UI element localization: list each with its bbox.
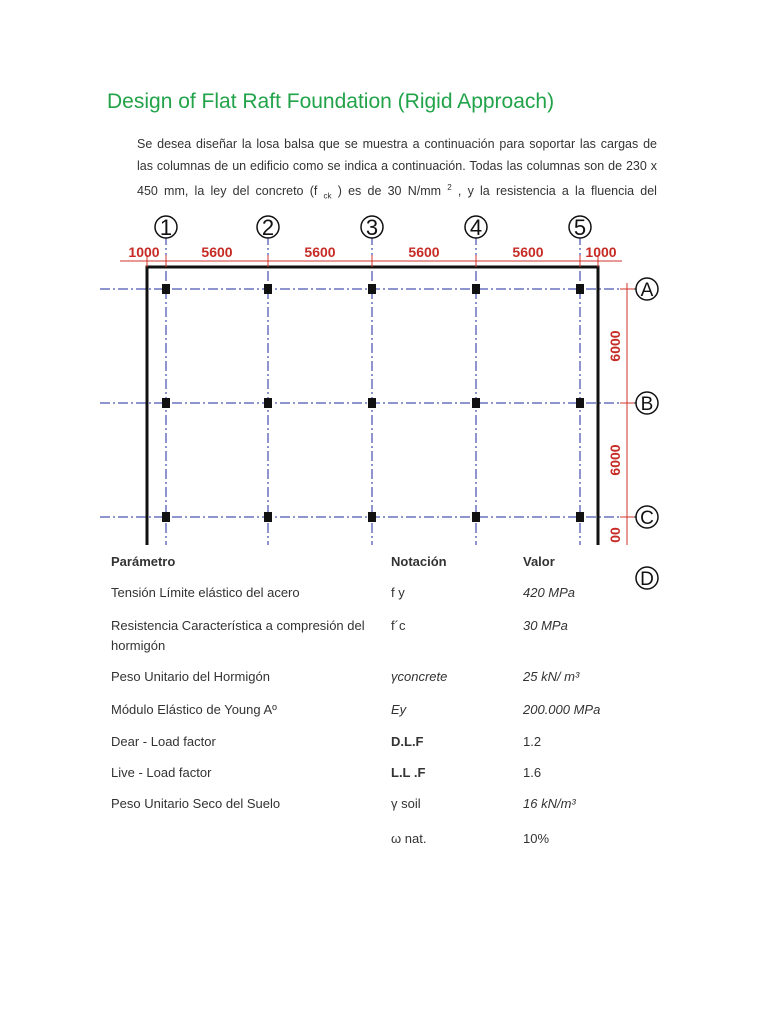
column-square xyxy=(162,284,170,294)
row-notation: γconcrete xyxy=(391,669,448,684)
row-notation: f y xyxy=(391,585,405,600)
column-label: 2 xyxy=(261,215,275,240)
top-dimension-label: 5600 xyxy=(408,244,440,260)
column-square xyxy=(576,284,584,294)
row-param: Peso Unitario Seco del Suelo xyxy=(111,796,281,811)
row-value: 25 kN/ m³ xyxy=(523,669,580,684)
column-label: 4 xyxy=(469,215,483,240)
column-square xyxy=(264,512,272,522)
column-square xyxy=(576,512,584,522)
side-dimension-label: 6000 xyxy=(607,444,623,476)
column-square xyxy=(162,512,170,522)
top-dimension-label: 5600 xyxy=(512,244,544,260)
row-param: Dear - Load factor xyxy=(111,734,216,749)
column-label: 1 xyxy=(159,215,173,240)
side-dimension-label: 6000 xyxy=(607,330,623,362)
column-square xyxy=(264,398,272,408)
row-value: 1.2 xyxy=(523,734,542,749)
column-label: 3 xyxy=(365,215,379,240)
page-title: Design of Flat Raft Foundation (Rigid Approach) xyxy=(107,90,555,113)
column-square xyxy=(368,398,376,408)
intro-text: ) es de 30 N/mm xyxy=(337,184,442,199)
row-param: Tensión Límite elástico del acero xyxy=(111,585,300,600)
row-param: Resistencia Característica a compresión del hormigón xyxy=(111,618,365,653)
row-param: Live - Load factor xyxy=(111,765,212,780)
top-dimension-label: 5600 xyxy=(201,244,233,260)
row-notation: ω nat. xyxy=(391,831,427,846)
side-dimension-label: 00 xyxy=(607,527,623,543)
row-label: C xyxy=(640,508,654,529)
column-square xyxy=(368,284,376,294)
plan-static-lines xyxy=(100,235,634,545)
row-notation: Ey xyxy=(391,702,407,717)
row-param: Módulo Elástico de Young Aº xyxy=(111,702,277,717)
column-square xyxy=(576,398,584,408)
column-square xyxy=(264,284,272,294)
intro-line-3 xyxy=(137,177,657,208)
column-label: 5 xyxy=(573,215,587,240)
column-square xyxy=(368,512,376,522)
row-value: 16 kN/m³ xyxy=(523,796,576,811)
row-notation: f´c xyxy=(391,618,406,633)
row-label: A xyxy=(640,280,654,301)
row-param: Peso Unitario del Hormigón xyxy=(111,669,270,684)
header-param: Parámetro xyxy=(111,554,176,569)
column-square xyxy=(162,398,170,408)
top-dimension-label: 1000 xyxy=(128,244,160,260)
intro-line-2: las columnas de un edificio como se indica a continuación. Todas las columnas son de 230 x xyxy=(137,159,657,173)
intro-superscript: 2 xyxy=(447,183,452,192)
row-notation: γ soil xyxy=(391,796,421,811)
column-square xyxy=(472,512,480,522)
header-notation: Notación xyxy=(391,554,447,569)
column-square xyxy=(472,284,480,294)
column-square xyxy=(472,398,480,408)
row-notation: D.L.F xyxy=(391,734,424,749)
row-value: 200.000 MPa xyxy=(523,702,601,717)
row-label: D xyxy=(640,569,654,590)
intro-subscript: ck xyxy=(323,191,332,201)
intro-text: 450 mm, la ley del concreto (f xyxy=(137,184,318,199)
top-dimension-label: 1000 xyxy=(585,244,617,260)
row-label: B xyxy=(640,394,654,415)
header-value: Valor xyxy=(523,554,555,569)
intro-line-1: Se desea diseñar la losa balsa que se muestra a continuación para soportar las cargas de xyxy=(137,137,657,151)
row-value: 30 MPa xyxy=(523,618,568,633)
row-value: 1.6 xyxy=(523,765,542,780)
row-value: 10% xyxy=(523,831,550,846)
intro-text: , y la resistencia a la fluencia del xyxy=(457,184,657,199)
row-notation: L.L .F xyxy=(391,765,426,780)
row-value: 420 MPa xyxy=(523,585,576,600)
top-dimension-label: 5600 xyxy=(304,244,336,260)
intro-paragraph xyxy=(137,133,657,208)
